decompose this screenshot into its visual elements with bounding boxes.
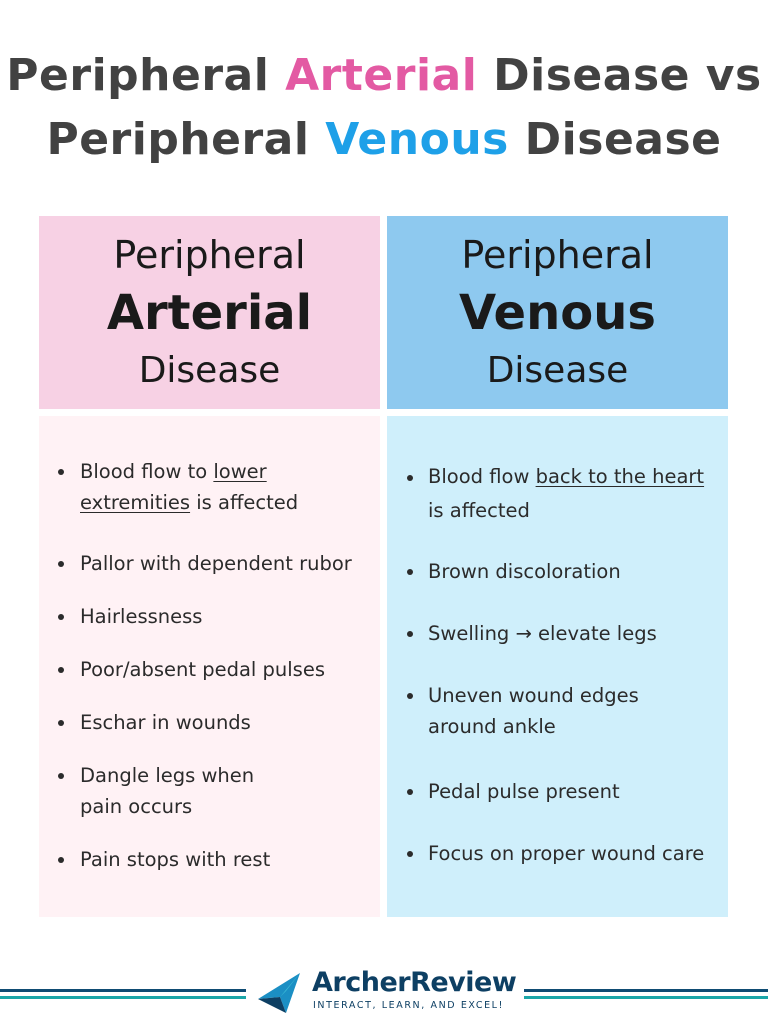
arterial-header-line-2: Arterial [106, 284, 313, 341]
bullet-icon [58, 720, 64, 726]
list-item: Swelling → elevate legs [387, 618, 728, 649]
underlined-text: lower extremities [80, 460, 267, 514]
bullet-icon [58, 667, 64, 673]
underlined-text: back to the heart [535, 465, 705, 488]
list-item: Dangle legs when pain occurs [39, 760, 380, 822]
title-line-2: Peripheral Venous Disease [46, 114, 722, 165]
bullet-icon [407, 631, 413, 637]
venous-header-line-1: Peripheral [461, 232, 654, 277]
list-item: Blood flow to lower extremities is affected [39, 456, 380, 518]
list-item: Blood flow back to the heart is affected [387, 460, 728, 528]
list-item: Eschar in wounds [39, 707, 380, 738]
bullet-icon [58, 614, 64, 620]
list-item: Brown discoloration [387, 556, 728, 587]
arterial-list [39, 416, 380, 917]
venous-header-line-3: Disease [486, 349, 629, 391]
arterial-column-header [39, 216, 380, 409]
title-line-1: Peripheral Arterial Disease vs [6, 50, 762, 101]
footer-divider-right [524, 989, 768, 992]
bullet-icon [407, 789, 413, 795]
bullet-icon [58, 773, 64, 779]
bullet-icon [58, 561, 64, 567]
archer-review-logo[interactable] [256, 966, 518, 1016]
brand-tagline: INTERACT, LEARN, AND EXCEL! [313, 1000, 504, 1011]
arrow-sail-icon [256, 969, 306, 1015]
title-arterial-accent: Arterial [285, 50, 478, 101]
list-item: Hairlessness [39, 601, 380, 632]
bullet-icon [407, 693, 413, 699]
list-item: Uneven wound edges around ankle [387, 680, 728, 742]
arterial-header-line-3: Disease [138, 349, 281, 391]
bullet-icon [407, 569, 413, 575]
venous-list [387, 416, 728, 917]
list-item: Poor/absent pedal pulses [39, 654, 380, 685]
title-venous-accent: Venous [325, 114, 509, 165]
page-title [0, 44, 768, 172]
bullet-icon [58, 469, 64, 475]
bullet-icon [407, 475, 413, 481]
arterial-header-line-1: Peripheral [113, 232, 306, 277]
bullet-icon [407, 851, 413, 857]
footer-divider-left-teal [0, 996, 246, 999]
brand-name: ArcherReview [312, 967, 517, 998]
list-item: Pain stops with rest [39, 844, 380, 875]
footer-divider-right-teal [524, 996, 768, 999]
list-item: Pedal pulse present [387, 776, 728, 807]
bullet-icon [58, 857, 64, 863]
venous-header-line-2: Venous [459, 284, 656, 341]
venous-column-header [387, 216, 728, 409]
footer-divider-left [0, 989, 246, 992]
list-item: Focus on proper wound care [387, 838, 728, 869]
list-item: Pallor with dependent rubor [39, 548, 380, 579]
